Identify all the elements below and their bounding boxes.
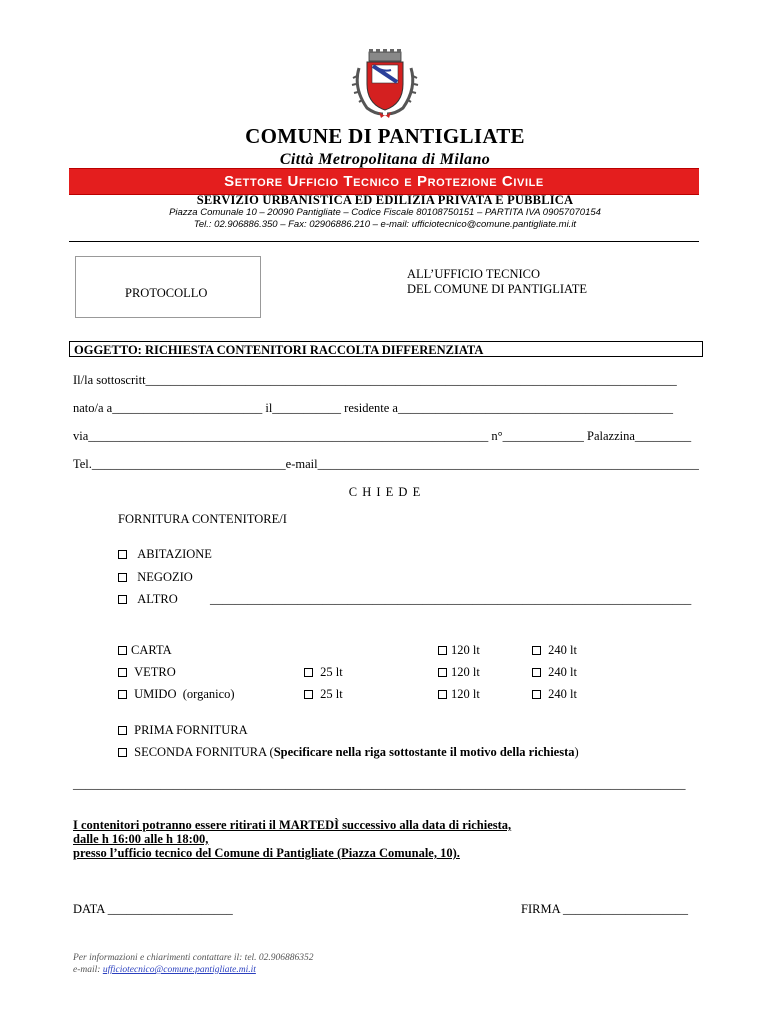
umido-120-label: 120 lt <box>451 687 480 701</box>
chiede-heading: C H I E D E <box>348 485 422 499</box>
motivo-input-line[interactable]: __________________________________________________________________________________________________ <box>73 777 686 791</box>
umido-240-checkbox[interactable] <box>532 690 541 699</box>
footer-email-link[interactable]: ufficiotecnico@comune.pantigliate.mi.it <box>102 965 256 975</box>
via-field[interactable]: via________________________________________________________________ n°_____________ Palazzina_________ <box>73 429 692 443</box>
recipient-line-2: DEL COMUNE DI PANTIGLIATE <box>407 282 587 296</box>
oggetto-label: OGGETTO: RICHIESTA CONTENITORI RACCOLTA DIFFERENZIATA <box>74 343 484 357</box>
altro-checkbox[interactable] <box>118 595 127 604</box>
umido-240-label: 240 lt <box>548 687 577 701</box>
umido-checkbox[interactable] <box>118 690 127 699</box>
address-line-2: Tel.: 02.906886.350 – Fax: 02906886.210 – e-mail: ufficiotecnico@comune.pantigliate.mi.it <box>193 219 577 230</box>
fornitura-label: FORNITURA CONTENITORE/I <box>118 512 287 526</box>
option-seconda-fornitura[interactable] <box>118 745 579 760</box>
page-subtitle: Città Metropolitana di Milano <box>279 151 491 168</box>
vetro-120-checkbox[interactable] <box>438 668 447 677</box>
carta-checkbox[interactable] <box>118 646 127 655</box>
oggetto-box <box>69 341 703 357</box>
umido-120-option[interactable] <box>438 687 480 702</box>
abitazione-label: ABITAZIONE <box>137 547 212 561</box>
protocollo-label: PROTOCOLLO <box>125 286 208 300</box>
municipal-coat-of-arms <box>345 48 425 120</box>
seconda-fornitura-suffix: ) <box>574 745 579 759</box>
umido-120-checkbox[interactable] <box>438 690 447 699</box>
page-title: COMUNE DI PANTIGLIATE <box>245 124 525 148</box>
carta-label: CARTA <box>131 643 172 657</box>
option-altro[interactable] <box>118 592 178 607</box>
seconda-fornitura-checkbox[interactable] <box>118 748 127 757</box>
address-line-1: Piazza Comunale 10 – 20090 Pantigliate – Codice Fiscale 80108750151 – PARTITA IVA 09057070154 <box>169 207 601 218</box>
notice-line-2: dalle h 16:00 alle h 18:00, <box>73 832 209 846</box>
tel-email-field[interactable]: Tel._______________________________e-mail_____________________________________________________________ <box>73 457 699 471</box>
negozio-label: NEGOZIO <box>137 570 193 584</box>
carta-240-checkbox[interactable] <box>532 646 541 655</box>
negozio-checkbox[interactable] <box>118 573 127 582</box>
altro-label: ALTRO <box>137 592 178 606</box>
abitazione-checkbox[interactable] <box>118 550 127 559</box>
carta-240-label: 240 lt <box>548 643 577 657</box>
footer-email-prefix: e-mail: <box>73 965 103 975</box>
option-negozio[interactable] <box>118 570 193 585</box>
seconda-fornitura-note: Specificare nella riga sottostante il motivo della richiesta <box>273 745 575 759</box>
firma-field[interactable]: FIRMA ____________________ <box>521 902 689 916</box>
umido-240-option[interactable] <box>532 687 577 702</box>
footer-email-line <box>73 965 256 975</box>
servizio-label: SERVIZIO URBANISTICA ED EDILIZIA PRIVATA E PUBBLICA <box>196 193 574 207</box>
umido-label: UMIDO (organico) <box>134 687 235 701</box>
umido-25-label: 25 lt <box>320 687 343 701</box>
footer-info: Per informazioni e chiarimenti contattare il: tel. 02.906886352 <box>73 953 314 963</box>
notice-line-1: I contenitori potranno essere ritirati il MARTEDÌ successivo alla data di richiesta, <box>73 818 512 832</box>
altro-input-line[interactable]: _____________________________________________________________________________ <box>210 592 692 606</box>
option-abitazione[interactable] <box>118 547 212 562</box>
vetro-240-label: 240 lt <box>548 665 577 679</box>
carta-120-checkbox[interactable] <box>438 646 447 655</box>
nato-residente-field[interactable]: nato/a a________________________ il___________ residente a____________________________________________ <box>73 401 673 415</box>
material-row-umido[interactable] <box>118 687 235 702</box>
material-row-carta[interactable] <box>118 643 172 658</box>
vetro-25-checkbox[interactable] <box>304 668 313 677</box>
carta-240-option[interactable] <box>532 643 577 658</box>
data-field[interactable]: DATA ____________________ <box>73 902 233 916</box>
sottoscritto-field[interactable]: Il/la sottoscritt_____________________________________________________________________________________ <box>73 373 677 387</box>
recipient-line-1: ALL’UFFICIO TECNICO <box>407 267 540 281</box>
material-row-vetro[interactable] <box>118 665 176 680</box>
carta-120-label: 120 lt <box>451 643 480 657</box>
vetro-25-label: 25 lt <box>320 665 343 679</box>
header-divider <box>69 241 699 242</box>
settore-label: Settore Ufficio Tecnico e Protezione Civile <box>224 173 544 190</box>
option-prima-fornitura[interactable] <box>118 723 248 738</box>
vetro-checkbox[interactable] <box>118 668 127 677</box>
seconda-fornitura-label: SECONDA FORNITURA ( <box>134 745 274 759</box>
umido-25-option[interactable] <box>304 687 343 702</box>
vetro-label: VETRO <box>134 665 176 679</box>
settore-banner <box>69 168 699 195</box>
vetro-120-label: 120 lt <box>451 665 480 679</box>
prima-fornitura-checkbox[interactable] <box>118 726 127 735</box>
vetro-25-option[interactable] <box>304 665 343 680</box>
notice-line-3: presso l’ufficio tecnico del Comune di Pantigliate (Piazza Comunale, 10). <box>73 846 460 860</box>
vetro-240-option[interactable] <box>532 665 577 680</box>
carta-120-option[interactable] <box>438 643 480 658</box>
umido-25-checkbox[interactable] <box>304 690 313 699</box>
prima-fornitura-label: PRIMA FORNITURA <box>134 723 248 737</box>
vetro-120-option[interactable] <box>438 665 480 680</box>
vetro-240-checkbox[interactable] <box>532 668 541 677</box>
